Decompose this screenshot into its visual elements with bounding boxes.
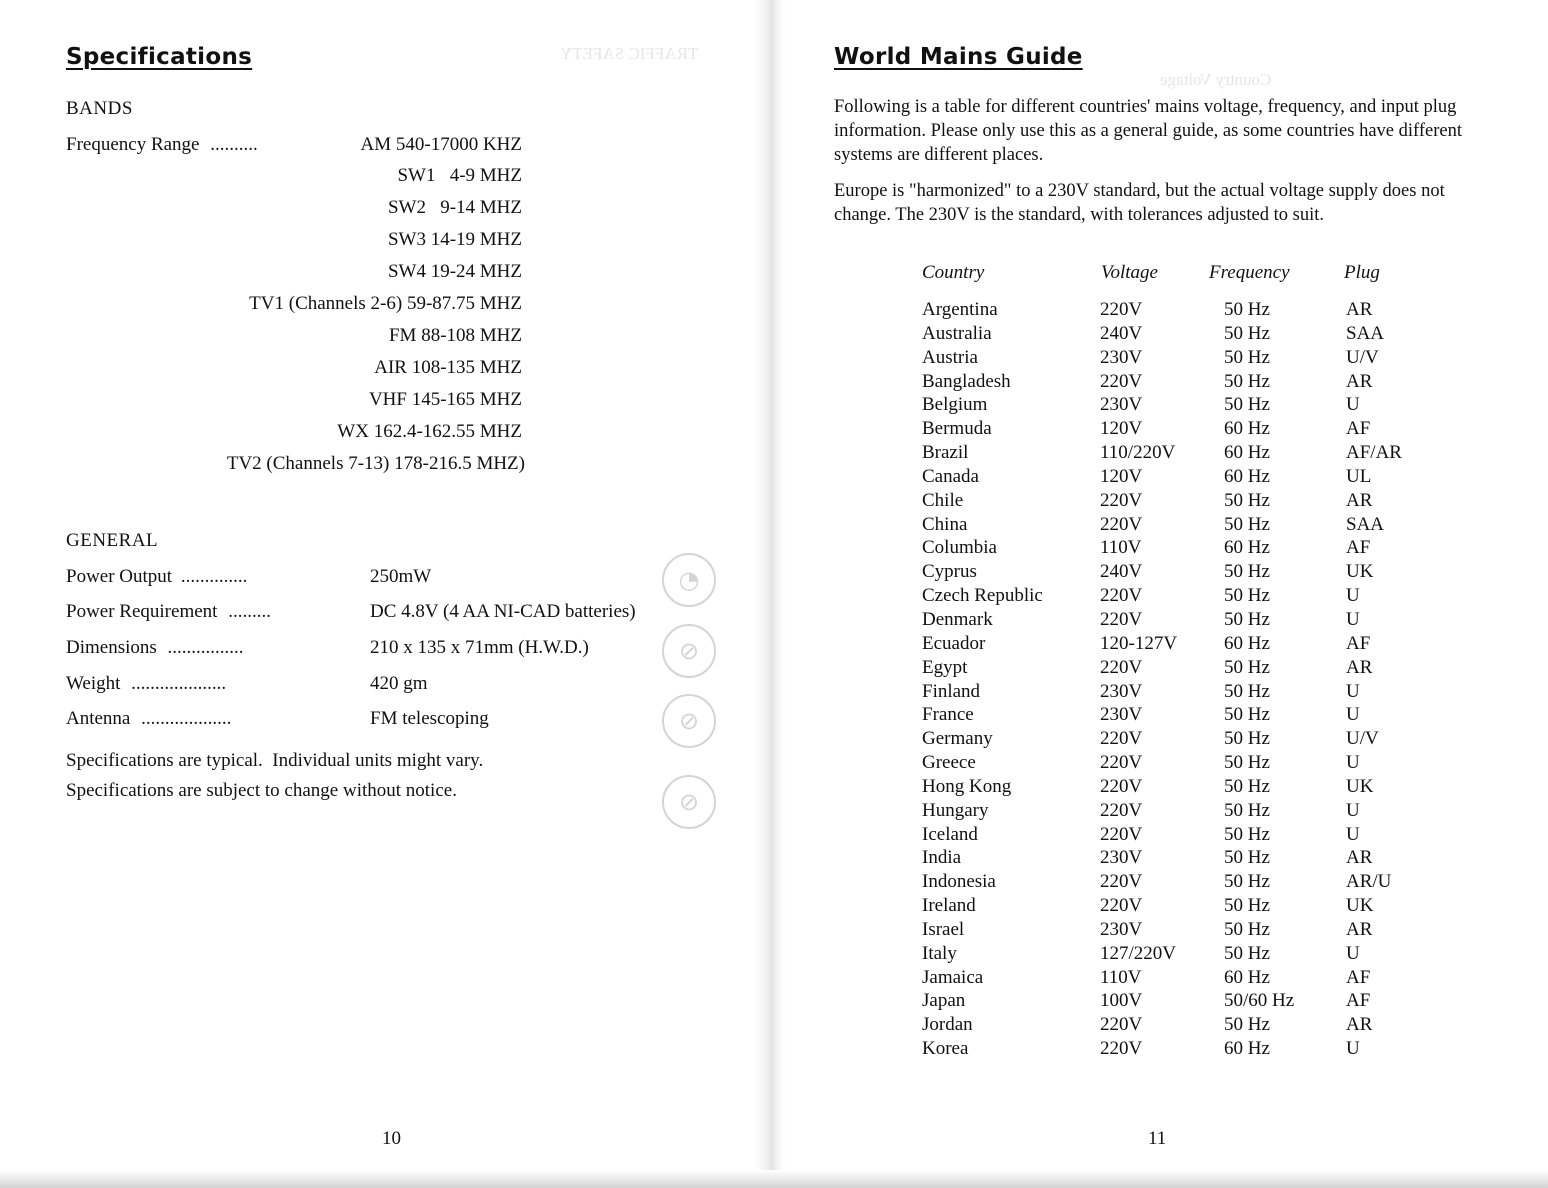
- cell-voltage: 240V: [1100, 322, 1143, 344]
- cell-voltage: 220V: [1100, 299, 1143, 320]
- table-row: [922, 966, 1442, 990]
- table-row: [922, 560, 1442, 584]
- power-output-label: [66, 566, 247, 588]
- europe-paragraph: Europe is "harmonized" to a 230V standard, but the actual voltage supply does not change. The 230V is the standard, with tolerances adjusted to suit.: [834, 181, 1445, 225]
- table-row: [922, 393, 1442, 417]
- dimensions-label: [66, 637, 244, 659]
- cell-frequency: 60 Hz: [1224, 1038, 1270, 1060]
- table-row: [922, 441, 1442, 465]
- frequency-range-text: Frequency Range: [66, 134, 200, 155]
- band-sw4: SW4 19-24 MHZ: [387, 261, 522, 282]
- cell-country: Egypt: [922, 656, 968, 678]
- cell-plug: U/V: [1346, 728, 1379, 750]
- cell-country: Chile: [922, 489, 964, 511]
- cell-country: Italy: [922, 942, 957, 964]
- page-number-left: 10: [382, 1128, 401, 1149]
- cell-voltage: 220V: [1100, 752, 1143, 774]
- cell-plug: AF: [1346, 990, 1371, 1012]
- cell-country: Australia: [922, 322, 992, 344]
- cell-plug: AF: [1346, 632, 1371, 654]
- cell-frequency: 50 Hz: [1224, 728, 1270, 750]
- page-number-right: 11: [1148, 1128, 1167, 1149]
- band-vhf: VHF 145-165 MHZ: [368, 389, 522, 410]
- band-sw2: SW2 9-14 MHZ: [387, 197, 522, 218]
- cell-voltage: 220V: [1100, 823, 1143, 845]
- cell-voltage: 220V: [1100, 1038, 1143, 1060]
- cell-country: Jamaica: [922, 966, 984, 988]
- cell-voltage: 230V: [1100, 680, 1143, 702]
- note-typical: Specifications are typical. Individual units might vary.: [66, 750, 484, 771]
- cell-plug: AR: [1346, 489, 1373, 511]
- cell-frequency: 60 Hz: [1224, 632, 1270, 654]
- cell-voltage: 120V: [1100, 465, 1143, 487]
- cell-plug: U: [1346, 680, 1360, 702]
- cell-plug: AR: [1346, 918, 1373, 940]
- table-row: [922, 727, 1442, 751]
- cell-voltage: 220V: [1100, 871, 1143, 893]
- cell-frequency: 60 Hz: [1224, 442, 1270, 464]
- cell-frequency: 50 Hz: [1224, 299, 1270, 320]
- table-row: [922, 584, 1442, 608]
- cell-country: Cyprus: [922, 561, 977, 583]
- cell-plug: U: [1346, 752, 1360, 774]
- table-row: [922, 417, 1442, 441]
- cell-country: Korea: [922, 1038, 969, 1060]
- water-warning-icon: ⊘: [662, 624, 716, 678]
- no-solvent-icon: ⊘: [662, 694, 716, 748]
- leader-dots: ..............: [180, 566, 248, 587]
- table-row: [922, 632, 1442, 656]
- band-wx: WX 162.4-162.55 MHZ: [337, 421, 522, 442]
- cell-frequency: 50 Hz: [1224, 895, 1270, 917]
- cell-country: Ireland: [922, 895, 976, 917]
- leader-dots: ..........: [210, 134, 258, 155]
- table-row: [922, 536, 1442, 560]
- column-header-frequency: Frequency: [1209, 262, 1290, 283]
- cell-frequency: 50 Hz: [1224, 608, 1270, 630]
- frequency-range-label: [66, 134, 258, 156]
- cell-country: Canada: [922, 465, 979, 487]
- cell-voltage: 127/220V: [1100, 942, 1176, 964]
- cell-plug: AR: [1346, 656, 1373, 678]
- leader-dots: ....................: [131, 673, 227, 694]
- cell-voltage: 220V: [1100, 895, 1143, 917]
- weight-value: 420 gm: [370, 673, 428, 694]
- table-row: [922, 513, 1442, 537]
- bands-title: BANDS: [66, 98, 133, 119]
- table-row: [922, 846, 1442, 870]
- cell-frequency: 50 Hz: [1224, 823, 1270, 845]
- cell-frequency: 50 Hz: [1224, 942, 1270, 964]
- cell-country: France: [922, 704, 974, 726]
- cell-frequency: 50 Hz: [1224, 370, 1270, 392]
- cell-voltage: 230V: [1100, 704, 1143, 726]
- cell-voltage: 220V: [1100, 728, 1143, 750]
- cell-country: Hungary: [922, 799, 989, 821]
- cell-frequency: 50 Hz: [1224, 489, 1270, 511]
- cell-country: Greece: [922, 752, 976, 774]
- cell-country: Hong Kong: [922, 775, 1012, 797]
- cell-frequency: 50 Hz: [1224, 513, 1270, 535]
- cell-plug: AR: [1346, 1014, 1373, 1036]
- cell-frequency: 50 Hz: [1224, 704, 1270, 726]
- cell-country: Bermuda: [922, 418, 992, 440]
- table-row: [922, 989, 1442, 1013]
- table-row: [922, 608, 1442, 632]
- power-requirement-value: DC 4.8V (4 AA NI-CAD batteries): [370, 601, 636, 622]
- cell-voltage: 220V: [1100, 799, 1143, 821]
- table-row: [922, 942, 1442, 966]
- cell-plug: U: [1346, 608, 1360, 630]
- cell-plug: UL: [1346, 465, 1372, 487]
- cell-frequency: 50 Hz: [1224, 752, 1270, 774]
- cell-plug: AF: [1346, 418, 1371, 440]
- cell-country: Austria: [922, 346, 978, 368]
- cell-plug: U/V: [1346, 346, 1379, 368]
- cell-plug: U: [1346, 704, 1360, 726]
- cell-voltage: 110/220V: [1100, 442, 1176, 464]
- band-am: AM 540-17000 KHZ: [360, 134, 522, 155]
- band-sw1: SW1 4-9 MHZ: [397, 165, 522, 186]
- note-subject-to-change: Specifications are subject to change without notice.: [66, 780, 457, 801]
- cell-plug: AR/U: [1346, 871, 1392, 893]
- table-row: [922, 656, 1442, 680]
- power-output-value: 250mW: [370, 566, 432, 587]
- cell-country: Belgium: [922, 394, 988, 416]
- band-sw3: SW3 14-19 MHZ: [387, 229, 522, 250]
- spec-label-text: Antenna: [66, 708, 131, 729]
- cell-voltage: 230V: [1100, 847, 1143, 869]
- band-tv1: TV1 (Channels 2-6) 59-87.75 MHZ: [249, 293, 522, 314]
- cell-voltage: 220V: [1100, 370, 1143, 392]
- cell-frequency: 50 Hz: [1224, 322, 1270, 344]
- table-row: [922, 346, 1442, 370]
- table-row: [922, 918, 1442, 942]
- leader-dots: ...................: [141, 708, 232, 729]
- cell-country: China: [922, 513, 968, 535]
- table-row: [922, 823, 1442, 847]
- leader-dots: .........: [228, 601, 271, 622]
- intro-paragraph: Following is a table for different countries' mains voltage, frequency, and input plug information. Please only use this as a general guide, as some countries have different systems are different places.: [834, 97, 1462, 165]
- cell-frequency: 50 Hz: [1224, 799, 1270, 821]
- cell-frequency: 50/60 Hz: [1224, 990, 1295, 1012]
- table-row: [922, 680, 1442, 704]
- cell-voltage: 240V: [1100, 561, 1143, 583]
- cell-country: Czech Republic: [922, 585, 1043, 607]
- cell-plug: AF/AR: [1346, 442, 1402, 464]
- bleed-through-text: Country Voltage: [1160, 70, 1272, 89]
- cell-plug: U: [1346, 799, 1360, 821]
- spec-label-text: Weight: [66, 673, 121, 694]
- cell-plug: AF: [1346, 966, 1371, 988]
- specifications-heading: Specifications: [66, 44, 253, 70]
- cell-plug: U: [1346, 585, 1360, 607]
- cell-country: Ecuador: [922, 632, 986, 654]
- cell-plug: U: [1346, 1038, 1360, 1060]
- cell-plug: AR: [1346, 847, 1373, 869]
- cell-voltage: 220V: [1100, 775, 1143, 797]
- cell-voltage: 100V: [1100, 990, 1143, 1012]
- table-row: [922, 775, 1442, 799]
- antenna-label: [66, 708, 231, 730]
- table-row: [922, 322, 1442, 346]
- table-row: [922, 703, 1442, 727]
- cell-frequency: 60 Hz: [1224, 966, 1270, 988]
- cell-voltage: 230V: [1100, 394, 1143, 416]
- cell-country: Iceland: [922, 823, 978, 845]
- cell-voltage: 110V: [1100, 537, 1142, 559]
- world-mains-guide-heading: World Mains Guide: [834, 44, 1083, 70]
- cell-frequency: 50 Hz: [1224, 847, 1270, 869]
- cell-voltage: 230V: [1100, 346, 1143, 368]
- band-tv2: TV2 (Channels 7-13) 178-216.5 MHZ): [226, 453, 525, 474]
- table-row: [922, 1013, 1442, 1037]
- cell-country: India: [922, 847, 962, 869]
- cell-voltage: 220V: [1100, 656, 1143, 678]
- column-header-plug: Plug: [1344, 262, 1380, 283]
- column-header-country: Country: [922, 262, 985, 283]
- cell-plug: U: [1346, 394, 1360, 416]
- cell-country: Indonesia: [922, 871, 996, 893]
- cell-frequency: 50 Hz: [1224, 346, 1270, 368]
- weight-label: [66, 673, 226, 695]
- cell-frequency: 50 Hz: [1224, 585, 1270, 607]
- cell-country: Israel: [922, 918, 965, 940]
- table-row: [922, 489, 1442, 513]
- cell-plug: U: [1346, 942, 1360, 964]
- headphone-icon: ◔: [662, 553, 716, 607]
- cell-plug: UK: [1346, 561, 1374, 583]
- cell-frequency: 60 Hz: [1224, 537, 1270, 559]
- cell-country: Bangladesh: [922, 370, 1011, 392]
- cell-frequency: 50 Hz: [1224, 775, 1270, 797]
- cell-plug: SAA: [1346, 513, 1385, 535]
- cell-frequency: 50 Hz: [1224, 394, 1270, 416]
- cell-voltage: 220V: [1100, 585, 1143, 607]
- table-row: [922, 465, 1442, 489]
- antenna-value: FM telescoping: [370, 708, 489, 729]
- table-row: [922, 1037, 1442, 1061]
- cell-plug: AF: [1346, 537, 1371, 559]
- column-header-voltage: Voltage: [1101, 262, 1158, 283]
- cell-frequency: 50 Hz: [1224, 1014, 1270, 1036]
- power-requirement-label: [66, 601, 271, 623]
- cell-frequency: 50 Hz: [1224, 656, 1270, 678]
- cell-voltage: 220V: [1100, 513, 1143, 535]
- cell-frequency: 50 Hz: [1224, 680, 1270, 702]
- cell-country: Denmark: [922, 608, 993, 630]
- spec-label-text: Power Output: [66, 566, 173, 587]
- cell-plug: SAA: [1346, 322, 1385, 344]
- cell-frequency: 50 Hz: [1224, 871, 1270, 893]
- cell-country: Japan: [922, 990, 966, 1012]
- cell-plug: AR: [1346, 299, 1373, 320]
- table-row: [922, 370, 1442, 394]
- cell-frequency: 50 Hz: [1224, 918, 1270, 940]
- spec-label-text: Power Requirement: [66, 601, 218, 622]
- cell-voltage: 230V: [1100, 918, 1143, 940]
- band-air: AIR 108-135 MHZ: [374, 357, 522, 378]
- cell-country: Columbia: [922, 537, 997, 559]
- cell-country: Argentina: [922, 299, 998, 320]
- cell-frequency: 60 Hz: [1224, 465, 1270, 487]
- mains-table: [922, 298, 1442, 1061]
- cell-country: Jordan: [922, 1014, 973, 1036]
- band-fm: FM 88-108 MHZ: [388, 325, 522, 346]
- cell-frequency: 60 Hz: [1224, 418, 1270, 440]
- spec-label-text: Dimensions: [66, 637, 157, 658]
- cell-voltage: 220V: [1100, 489, 1143, 511]
- table-row: [922, 298, 1442, 322]
- bleed-through-text: TRAFFIC SAFETY: [560, 44, 699, 63]
- table-row: [922, 799, 1442, 823]
- cell-plug: AR: [1346, 370, 1373, 392]
- table-row: [922, 894, 1442, 918]
- left-page: [0, 0, 770, 1188]
- cell-voltage: 120-127V: [1100, 632, 1178, 654]
- cell-plug: UK: [1346, 775, 1374, 797]
- cell-voltage: 120V: [1100, 418, 1143, 440]
- cell-country: Brazil: [922, 442, 969, 464]
- cell-country: Finland: [922, 680, 981, 702]
- cell-voltage: 220V: [1100, 1014, 1143, 1036]
- cell-voltage: 220V: [1100, 608, 1143, 630]
- table-row: [922, 751, 1442, 775]
- cell-country: Germany: [922, 728, 993, 750]
- dimensions-value: 210 x 135 x 71mm (H.W.D.): [370, 637, 589, 658]
- cell-plug: U: [1346, 823, 1360, 845]
- cell-plug: UK: [1346, 895, 1374, 917]
- cell-frequency: 50 Hz: [1224, 561, 1270, 583]
- table-row: [922, 870, 1442, 894]
- general-title: GENERAL: [66, 530, 159, 551]
- cell-voltage: 110V: [1100, 966, 1142, 988]
- leader-dots: ................: [167, 637, 244, 658]
- no-heat-icon: ⊘: [662, 775, 716, 829]
